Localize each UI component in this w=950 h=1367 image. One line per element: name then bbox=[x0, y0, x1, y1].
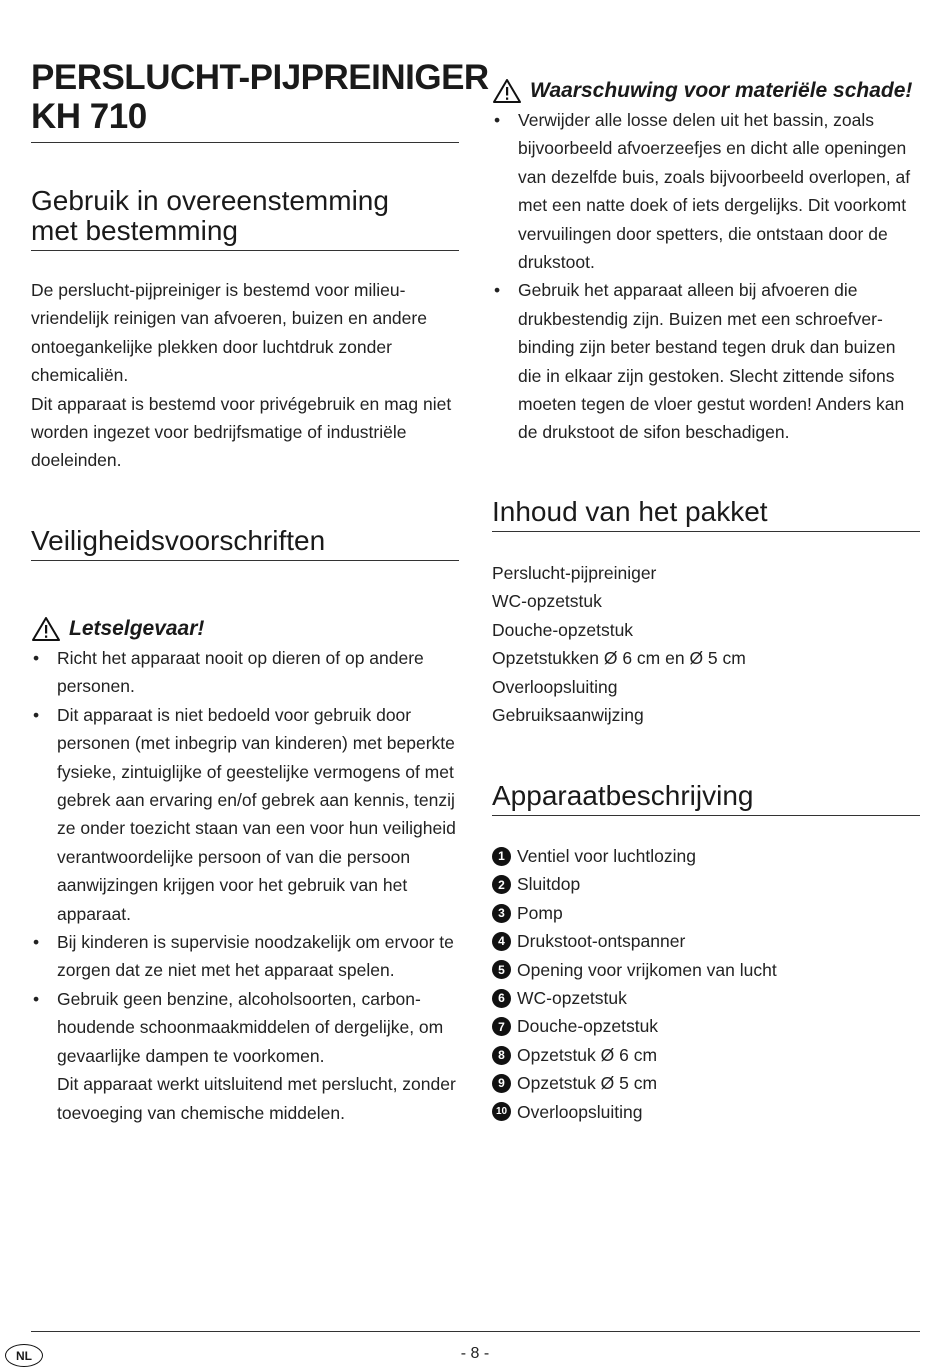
description-label: Douche-opzetstuk bbox=[517, 1016, 659, 1037]
list-item: • Gebruik geen benzine, alcoholsoorten, carbon-houdende schoonmaakmiddelen of dergelijke, om gevaarlijke dampen te voorkomen. Dit apparaat werkt uitsluitend met perslucht, zonder toevoeging van chemische middelen. bbox=[31, 985, 459, 1127]
description-label: Opzetstuk Ø 5 cm bbox=[517, 1073, 658, 1094]
safety-bullet-2: Dit apparaat is niet bedoeld voor gebruik door personen (met inbegrip van kinderen) met beperkte fysieke, zintuiglijke of geestelijke vermogens of met gebrek aan ervaring en/of gebrek aan kennis, tenzij ze onder toezicht staan van een voor hun veiligheid verantwoordelijke persoon of van die persoon aanwijzingen krijgen voor het gebruik van het apparaat. bbox=[57, 704, 456, 924]
heading-intended-use bbox=[31, 186, 459, 251]
heading-intended-use-line1: Gebruik in overeenstemming bbox=[31, 185, 389, 216]
description-label: Sluitdop bbox=[517, 874, 581, 895]
number-badge: 2 bbox=[492, 875, 511, 894]
number-badge: 8 bbox=[492, 1046, 511, 1065]
safety-bullet-4-extra: Dit apparaat werkt uitsluitend met perslucht, zonder toevoeging van chemische middelen. bbox=[57, 1074, 456, 1123]
list-item: • Richt het apparaat nooit op dieren of op andere personen. bbox=[33, 648, 424, 697]
footer-divider bbox=[31, 1331, 920, 1332]
number-badge: 10 bbox=[492, 1102, 511, 1121]
page-number: - 8 - bbox=[460, 1345, 490, 1362]
description-label: Opening voor vrijkomen van lucht bbox=[517, 959, 777, 980]
warning-injury bbox=[31, 614, 459, 644]
number-badge: 7 bbox=[492, 1017, 511, 1036]
safety-bullet-list bbox=[31, 644, 459, 1127]
list-item bbox=[492, 899, 920, 927]
warning-injury-title: Letselgevaar! bbox=[69, 617, 205, 640]
document-title-line1: PERSLUCHT-PIJPREINIGER bbox=[31, 58, 489, 97]
warning-triangle-icon bbox=[31, 616, 61, 642]
contents-list bbox=[492, 559, 920, 729]
material-bullet-1: Verwijder alle losse delen uit het bassin, zoals bijvoorbeeld afvoerzeefjes en dicht alle openingen van dezelfde buis, zoals bijvoorbeeld overlopen, af met een natte doek of iets dergelijks. Dit voorkomt vervuilingen door spetters, die ontstaan door de drukstoot. bbox=[518, 110, 911, 273]
intended-use-paragraph-1: De perslucht-pijpreiniger is bestemd voor milieu-vriendelijk reinigen van afvoeren, buizen en andere ontoegankelijke plekken door luchtdruk zonder chemicaliën. bbox=[31, 280, 427, 386]
list-item: • Bij kinderen is supervisie noodzakelijk om ervoor te zorgen dat ze niet met het apparaat spelen. bbox=[33, 932, 454, 981]
heading-description-text: Apparaatbeschrijving bbox=[492, 780, 754, 811]
list-item: Perslucht-pijpreiniger bbox=[492, 563, 657, 583]
list-item: • Dit apparaat is niet bedoeld voor gebruik door personen (met inbegrip van kinderen) met beperkte fysieke, zintuiglijke of geestelijke vermogens of met gebrek aan ervaring en/of gebrek aan kennis, tenzij ze onder toezicht staan van een voor hun veiligheid verantwoordelijke persoon of van die persoon aanwijzingen krijgen voor het gebruik van het apparaat. bbox=[33, 704, 456, 924]
number-badge: 1 bbox=[492, 847, 511, 866]
list-item: Douche-opzetstuk bbox=[492, 619, 634, 640]
list-item bbox=[492, 956, 920, 984]
heading-contents-text: Inhoud van het pakket bbox=[492, 496, 768, 527]
number-badge: 5 bbox=[492, 960, 511, 979]
list-item: Overloopsluiting bbox=[492, 676, 618, 697]
list-item bbox=[492, 1098, 920, 1126]
description-label: Pomp bbox=[517, 902, 563, 923]
heading-contents bbox=[492, 497, 920, 532]
heading-intended-use-line2: met bestemming bbox=[31, 215, 238, 246]
material-bullet-2: Gebruik het apparaat alleen bij afvoeren die drukbestendig zijn. Buizen met een schroefver-binding zijn beter bestand tegen druk dan buizen die in elkaar zijn gestoken. Slecht zittende sifons moeten tegen de vloer gestut worden! Anders kan de drukstoot de sifon beschadigen. bbox=[518, 280, 905, 443]
safety-bullet-1: Richt het apparaat nooit op dieren of op andere personen. bbox=[57, 648, 424, 697]
language-badge: NL bbox=[5, 1344, 43, 1367]
description-label: WC-opzetstuk bbox=[517, 988, 627, 1009]
warning-triangle-icon bbox=[492, 78, 522, 104]
warning-material bbox=[492, 76, 920, 106]
list-item: WC-opzetstuk bbox=[492, 591, 602, 612]
description-label: Opzetstuk Ø 6 cm bbox=[517, 1044, 658, 1065]
number-badge: 3 bbox=[492, 904, 511, 923]
list-item bbox=[492, 1069, 920, 1097]
document-title-line2: KH 710 bbox=[31, 97, 147, 136]
intended-use-paragraph-2: Dit apparaat is bestemd voor privégebruik en mag niet worden ingezet voor bedrijfsmatige of industriële doeleinden. bbox=[31, 393, 452, 471]
list-item: Opzetstukken Ø 6 cm en Ø 5 cm bbox=[492, 648, 746, 669]
list-item bbox=[492, 870, 920, 898]
safety-bullet-4: Gebruik geen benzine, alcoholsoorten, carbon-houdende schoonmaakmiddelen of dergelijke, om gevaarlijke dampen te voorkomen. bbox=[57, 988, 444, 1066]
heading-description bbox=[492, 781, 920, 816]
number-badge: 4 bbox=[492, 932, 511, 951]
list-item: Gebruiksaanwijzing bbox=[492, 705, 644, 726]
list-item bbox=[492, 984, 920, 1012]
warning-material-title: Waarschuwing voor materiële schade! bbox=[530, 79, 913, 102]
list-item bbox=[492, 842, 920, 870]
description-label: Overloopsluiting bbox=[517, 1101, 643, 1122]
list-item bbox=[492, 1041, 920, 1069]
safety-bullet-3: Bij kinderen is supervisie noodzakelijk om ervoor te zorgen dat ze niet met het apparaat spelen. bbox=[57, 932, 454, 981]
heading-safety bbox=[31, 526, 459, 561]
description-list bbox=[492, 842, 920, 1126]
number-badge: 9 bbox=[492, 1074, 511, 1093]
list-item: • Gebruik het apparaat alleen bij afvoeren die drukbestendig zijn. Buizen met een schroefver-binding zijn beter bestand tegen druk dan buizen die in elkaar zijn gestoken. Slecht zittende sifons moeten tegen de vloer gestut worden! Anders kan de drukstoot de sifon beschadigen. bbox=[494, 280, 905, 443]
description-label: Ventiel voor luchtlozing bbox=[517, 846, 696, 866]
list-item bbox=[492, 1012, 920, 1040]
list-item: • Verwijder alle losse delen uit het bassin, zoals bijvoorbeeld afvoerzeefjes en dicht alle openingen van dezelfde buis, zoals bijvoorbeeld overlopen, af met een natte doek of iets dergelijks. Dit voorkomt vervuilingen door spetters, die ontstaan door de drukstoot. bbox=[494, 110, 911, 273]
number-badge: 6 bbox=[492, 989, 511, 1008]
list-item bbox=[492, 927, 920, 955]
intended-use-text bbox=[31, 276, 459, 475]
document-title bbox=[31, 58, 489, 143]
description-label: Drukstoot-ontspanner bbox=[517, 931, 686, 952]
material-bullet-list bbox=[492, 106, 920, 447]
heading-safety-text: Veiligheidsvoorschriften bbox=[31, 525, 326, 556]
